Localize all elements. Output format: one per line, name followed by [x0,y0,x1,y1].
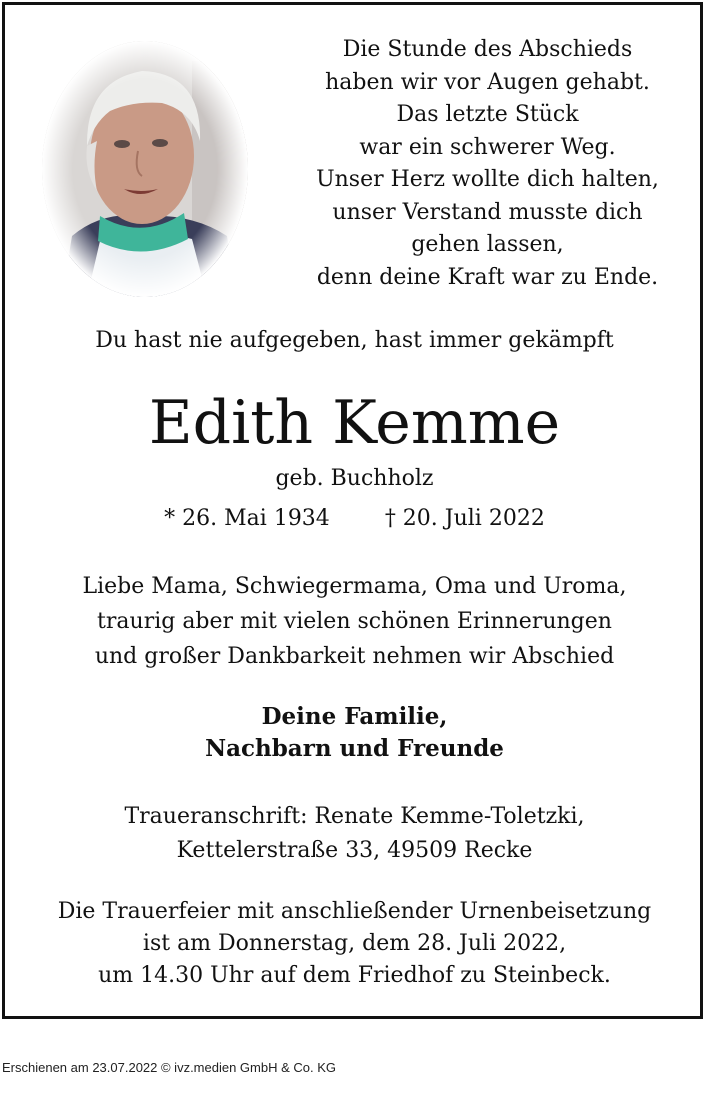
poem-line: haben wir vor Augen gehabt. [325,69,650,95]
publication-footer: Erschienen am 23.07.2022 © ivz.medien GmbH & Co. KG [2,1060,337,1075]
death-date: † 20. Juli 2022 [384,506,545,531]
mourners [0,701,709,765]
service-line: Die Trauerfeier mit anschließender Urnenbeisetzung [57,899,652,924]
mourning-address [0,800,709,868]
mourners-line: Nachbarn und Freunde [205,735,504,762]
tagline-text: Du hast nie aufgegeben, hast immer gekämpft [95,328,614,353]
address-line: Traueranschrift: Renate Kemme-Toletzki, [124,804,585,829]
poem-line: Unser Herz wollte dich halten, [316,167,659,192]
farewell-line: Liebe Mama, Schwiegermama, Oma und Uroma, [82,574,627,599]
service-line: um 14.30 Uhr auf dem Friedhof zu Steinbeck. [98,963,611,988]
birth-date: * 26. Mai 1934 [164,506,330,531]
poem-line: Das letzte Stück [396,102,579,127]
portrait-image [42,41,248,297]
portrait-photo [42,41,248,297]
farewell-line: und großer Dankbarkeit nehmen wir Abschied [94,644,615,669]
deceased-name: Edith Kemme [148,388,561,458]
poem-line: unser Verstand musste dich [332,199,643,225]
farewell-line: traurig aber mit vielen schönen Erinnerungen [97,609,612,634]
farewell-text [0,569,709,674]
poem-line: gehen lassen, [411,232,564,257]
poem-line: Die Stunde des Abschieds [342,37,633,62]
service-line: ist am Donnerstag, dem 28. Juli 2022, [142,931,567,956]
mourners-line: Deine Familie, [261,703,448,730]
life-dates [0,506,709,531]
address-line: Kettelerstraße 33, 49509 Recke [176,838,533,863]
poem [310,34,665,294]
poem-line: denn deine Kraft war zu Ende. [316,264,659,290]
poem-line: war ein schwerer Weg. [359,134,616,160]
tagline [0,328,709,353]
birth-name: geb. Buchholz [275,466,434,491]
funeral-service-info [0,896,709,992]
